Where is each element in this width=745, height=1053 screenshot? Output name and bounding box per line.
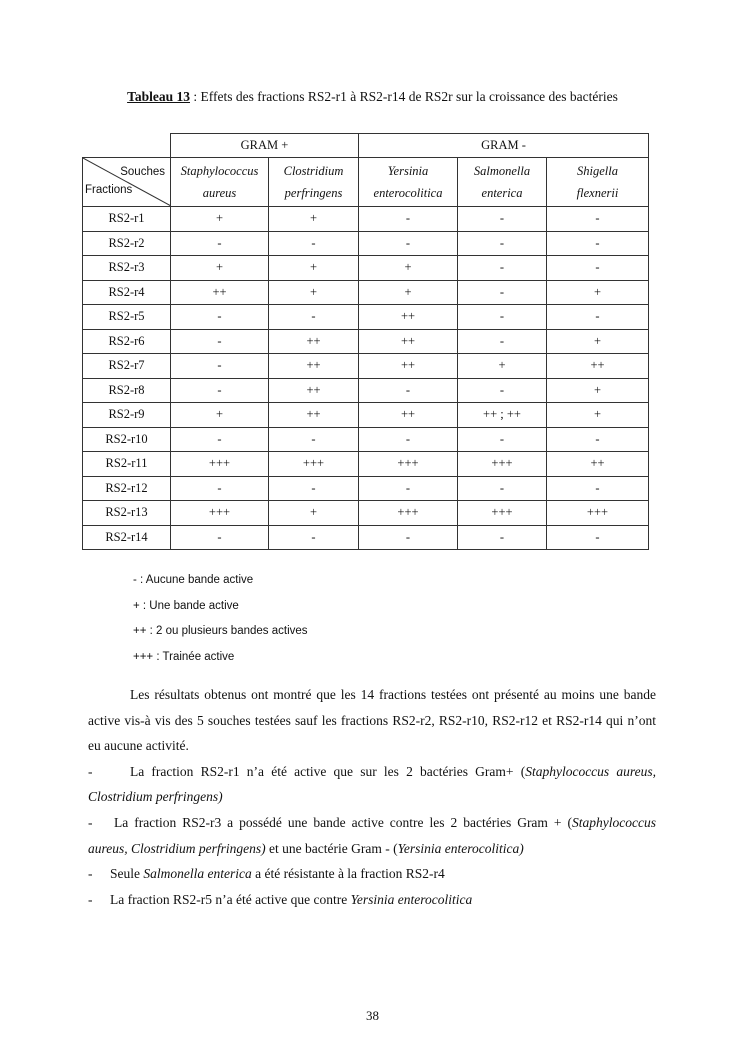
activity-cell: + (458, 354, 547, 379)
activity-cell: - (458, 427, 547, 452)
activity-cell: ++ (547, 452, 649, 477)
results-table (82, 133, 649, 550)
activity-cell: - (458, 476, 547, 501)
activity-cell: - (269, 476, 359, 501)
legend (133, 572, 308, 674)
fraction-cell: RS2-r1 (83, 207, 171, 232)
activity-cell: + (171, 256, 269, 281)
gram-header-row (83, 134, 649, 158)
activity-cell: + (547, 329, 649, 354)
activity-cell: - (359, 231, 458, 256)
activity-cell: - (269, 525, 359, 550)
activity-cell: +++ (269, 452, 359, 477)
species-header: Yersinia enterocolitica (359, 158, 458, 207)
table-row (83, 403, 649, 428)
souches-label: Souches (120, 166, 165, 178)
activity-cell: - (458, 525, 547, 550)
activity-cell: - (547, 305, 649, 330)
activity-cell: - (359, 378, 458, 403)
table-row (83, 256, 649, 281)
activity-cell: ++ (359, 305, 458, 330)
activity-cell: + (359, 280, 458, 305)
table-row (83, 280, 649, 305)
activity-cell: - (171, 305, 269, 330)
activity-cell: - (171, 427, 269, 452)
fraction-cell: RS2-r4 (83, 280, 171, 305)
activity-cell: +++ (458, 452, 547, 477)
fraction-cell: RS2-r6 (83, 329, 171, 354)
fraction-cell: RS2-r7 (83, 354, 171, 379)
activity-cell: - (171, 354, 269, 379)
table-row (83, 378, 649, 403)
activity-cell: ++ (269, 378, 359, 403)
table-row (83, 207, 649, 232)
activity-cell: +++ (547, 501, 649, 526)
activity-cell: - (458, 231, 547, 256)
bullet-r3: - La fraction RS2-r3 a possédé une bande active contre les 2 bactéries Gram + (Staphylococcus aureus, Clostridium perfringens) et une bactérie Gram - (Yersinia enterocolitica) (88, 814, 656, 856)
table-row (83, 427, 649, 452)
activity-cell: - (458, 305, 547, 330)
activity-cell: - (269, 427, 359, 452)
activity-cell: +++ (171, 452, 269, 477)
caption-text: : Effets des fractions RS2-r1 à RS2-r14 de RS2r sur la croissance des bactéries (190, 89, 618, 104)
activity-cell: - (171, 231, 269, 256)
table-row (83, 305, 649, 330)
gram-positive-header: GRAM + (171, 134, 359, 158)
activity-cell: - (359, 427, 458, 452)
fraction-cell: RS2-r8 (83, 378, 171, 403)
species-header: Shigella flexnerii (547, 158, 649, 207)
table-row (83, 476, 649, 501)
activity-cell: - (171, 476, 269, 501)
legend-item: +++ : Trainée active (133, 650, 235, 663)
activity-cell: - (458, 256, 547, 281)
species-header: Staphylococcus aureus (171, 158, 269, 207)
activity-cell: + (547, 378, 649, 403)
activity-cell: - (547, 256, 649, 281)
activity-cell: - (359, 525, 458, 550)
table-caption (0, 89, 745, 105)
activity-cell: +++ (171, 501, 269, 526)
activity-cell: - (458, 207, 547, 232)
table-row (83, 525, 649, 550)
activity-cell: - (547, 207, 649, 232)
corner-header-cell (83, 158, 171, 207)
legend-item: ++ : 2 ou plusieurs bandes actives (133, 625, 308, 637)
fraction-cell: RS2-r12 (83, 476, 171, 501)
activity-cell: - (458, 378, 547, 403)
paragraph-summary: Les résultats obtenus ont montré que les 14 fractions testées ont présenté au moins une bande active vis-à vis des 5 souches testées sauf les fractions RS2-r2, RS2-r10, RS2-r12 et RS2-r14 qui n’ont eu aucune activité. (88, 687, 656, 754)
activity-cell: + (269, 280, 359, 305)
activity-cell: + (269, 501, 359, 526)
caption-label: Tableau 13 (127, 89, 190, 104)
activity-cell: ++ ; ++ (458, 403, 547, 428)
activity-cell: ++ (171, 280, 269, 305)
bullet-r1: - La fraction RS2-r1 n’a été active que sur les 2 bactéries Gram+ (Staphylococcus aureus, Clostridium perfringens) (88, 763, 656, 805)
activity-cell: ++ (269, 354, 359, 379)
activity-cell: +++ (458, 501, 547, 526)
activity-cell: +++ (359, 452, 458, 477)
table-row (83, 501, 649, 526)
activity-cell: + (171, 403, 269, 428)
table-row (83, 452, 649, 477)
activity-cell: - (171, 378, 269, 403)
activity-cell: + (269, 256, 359, 281)
gram-negative-header: GRAM - (359, 134, 649, 158)
activity-cell: +++ (359, 501, 458, 526)
table-row (83, 329, 649, 354)
species-header: Clostridium perfringens (269, 158, 359, 207)
legend-item: - : Aucune bande active (133, 574, 254, 586)
fraction-cell: RS2-r2 (83, 231, 171, 256)
bullet-r4: - Seule Salmonella enterica a été résistante à la fraction RS2-r4 (88, 866, 445, 882)
activity-cell: - (458, 280, 547, 305)
activity-cell: - (171, 525, 269, 550)
table-body (83, 207, 649, 550)
activity-cell: ++ (269, 403, 359, 428)
activity-cell: ++ (359, 329, 458, 354)
activity-cell: - (359, 207, 458, 232)
activity-cell: ++ (359, 354, 458, 379)
activity-cell: ++ (269, 329, 359, 354)
legend-item: + : Une bande active (133, 599, 239, 612)
activity-cell: ++ (359, 403, 458, 428)
activity-cell: - (269, 305, 359, 330)
fraction-cell: RS2-r10 (83, 427, 171, 452)
activity-cell: - (359, 476, 458, 501)
activity-cell: - (547, 427, 649, 452)
activity-cell: ++ (547, 354, 649, 379)
fractions-label: Fractions (85, 184, 133, 196)
fraction-cell: RS2-r9 (83, 403, 171, 428)
activity-cell: - (171, 329, 269, 354)
page-number: 38 (366, 1008, 379, 1023)
table-row (83, 231, 649, 256)
species-header-row (83, 158, 649, 207)
fraction-cell: RS2-r11 (83, 452, 171, 477)
activity-cell: - (458, 329, 547, 354)
activity-cell: - (269, 231, 359, 256)
fraction-cell: RS2-r13 (83, 501, 171, 526)
activity-cell: + (171, 207, 269, 232)
activity-cell: + (547, 280, 649, 305)
fraction-cell: RS2-r5 (83, 305, 171, 330)
body-text (88, 682, 656, 912)
activity-cell: + (547, 403, 649, 428)
activity-cell: - (547, 525, 649, 550)
table-row (83, 354, 649, 379)
activity-cell: - (547, 231, 649, 256)
activity-cell: + (269, 207, 359, 232)
activity-cell: - (547, 476, 649, 501)
species-header: Salmonella enterica (458, 158, 547, 207)
activity-cell: + (359, 256, 458, 281)
bullet-r5: - La fraction RS2-r5 n’a été active que contre Yersinia enterocolitica (88, 891, 473, 907)
empty-corner-cell (83, 134, 171, 158)
fraction-cell: RS2-r3 (83, 256, 171, 281)
fraction-cell: RS2-r14 (83, 525, 171, 550)
